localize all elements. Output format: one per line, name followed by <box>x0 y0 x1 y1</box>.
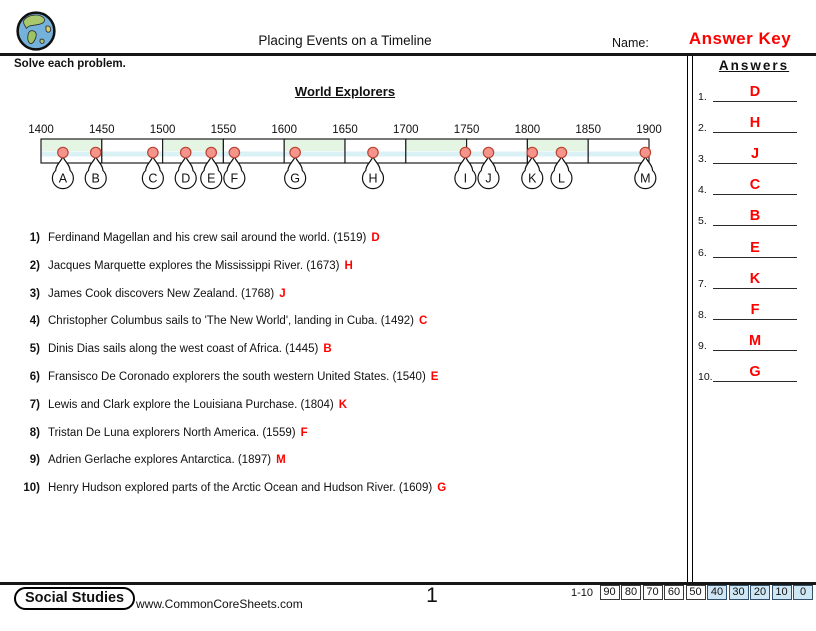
answers-title: Answers <box>718 58 790 73</box>
question-text: Adrien Gerlache explores Antarctica. (1897) <box>48 454 272 467</box>
score-cell: 90 <box>600 585 620 600</box>
question-answer: H <box>344 259 353 272</box>
marker-letter: C <box>148 171 158 186</box>
question-number: 1) <box>29 232 40 244</box>
question-number: 6) <box>29 370 40 383</box>
question-row <box>14 370 679 398</box>
question-row <box>14 481 679 509</box>
question-text: Lewis and Clark explore the Louisiana Purchase. (1804) <box>48 398 334 411</box>
question-text: Ferdinand Magellan and his crew sail around the world. (1519) <box>48 232 367 244</box>
score-cell: 60 <box>664 585 684 600</box>
header-rule <box>0 53 816 56</box>
timeline-year-label: 1750 <box>453 124 480 136</box>
question-text: Jacques Marquette explores the Mississippi River. (1673) <box>48 259 340 272</box>
marker-letter: M <box>640 171 651 186</box>
answer-number: 8. <box>698 308 707 321</box>
answer-blank-line <box>713 301 797 320</box>
marker-letter: L <box>557 171 565 186</box>
marker-letter: G <box>290 171 301 186</box>
question-number: 9) <box>29 454 40 467</box>
answer-row <box>696 265 812 296</box>
timeline-year-label: 1450 <box>89 124 115 136</box>
question-answer: E <box>430 370 439 383</box>
marker-dot-icon <box>148 147 158 157</box>
timeline-title: World Explorers <box>294 84 396 99</box>
marker-letter: A <box>58 171 68 186</box>
question-row <box>14 453 679 481</box>
marker-letter: E <box>207 171 216 186</box>
question-number: 5) <box>29 343 40 356</box>
answer-blank-line <box>713 114 797 133</box>
answer-number: 4. <box>698 184 707 197</box>
marker-letter: J <box>485 171 492 186</box>
score-label: 1-10 <box>570 586 593 599</box>
timeline-year-label: 1650 <box>332 124 358 136</box>
question-row <box>14 259 679 287</box>
subject-badge: Social Studies <box>14 587 135 610</box>
answer-letter: E <box>750 239 760 256</box>
answer-number: 10. <box>698 370 713 383</box>
timeline-year-label: 1600 <box>271 124 297 136</box>
marker-letter: K <box>528 171 537 186</box>
score-cell: 10 <box>772 585 792 600</box>
question-answer: G <box>437 482 447 495</box>
question-text: Henry Hudson explored parts of the Arctic Ocean and Hudson River. (1609) <box>48 482 433 495</box>
timeline-year-label: 1700 <box>393 124 419 136</box>
answer-blank-line <box>713 363 797 382</box>
answer-blank-line <box>713 176 797 195</box>
timeline-year-label: 1550 <box>210 124 237 136</box>
timeline-year-label: 1900 <box>636 124 662 136</box>
answer-number: 3. <box>698 153 707 166</box>
answers-list <box>696 78 812 389</box>
answer-blank-line <box>713 332 797 351</box>
answer-letter: D <box>749 84 761 101</box>
marker-dot-icon <box>290 147 300 157</box>
score-cell: 30 <box>729 585 749 600</box>
marker-dot-icon <box>556 147 566 157</box>
marker-dot-icon <box>206 147 216 157</box>
question-number: 2) <box>29 259 40 272</box>
marker-dot-icon <box>368 147 378 157</box>
answer-letter: F <box>750 301 760 318</box>
answer-letter: M <box>748 332 762 349</box>
timeline-figure <box>0 100 690 200</box>
answers-panel <box>696 56 812 396</box>
marker-dot-icon <box>91 147 101 157</box>
timeline-segment <box>467 139 528 163</box>
answer-letter: G <box>749 363 761 380</box>
marker-letter: H <box>368 171 378 186</box>
marker-letter: F <box>230 171 239 186</box>
timeline-segment-stripe <box>467 152 528 157</box>
answer-letter: J <box>750 146 760 163</box>
question-text: Dinis Dias sails along the west coast of Africa. (1445) <box>48 343 319 356</box>
website-text: www.CommonCoreSheets.com <box>136 597 303 611</box>
answer-letter: H <box>749 115 761 132</box>
question-row <box>14 342 679 370</box>
question-row <box>14 314 679 342</box>
question-number: 10) <box>23 482 40 495</box>
answer-row <box>696 109 812 140</box>
question-row <box>14 287 679 315</box>
question-answer: F <box>300 426 308 439</box>
questions-list <box>14 231 679 509</box>
answer-row <box>696 327 812 358</box>
score-strip <box>571 585 813 600</box>
question-row <box>14 231 679 259</box>
answer-letter: B <box>749 208 761 225</box>
answer-row <box>696 233 812 264</box>
question-text: Tristan De Luna explorers North America. (1559) <box>48 426 296 439</box>
question-text: Christopher Columbus sails to 'The New World', landing in Cuba. (1492) <box>48 315 414 328</box>
marker-letter: I <box>463 171 468 186</box>
marker-dot-icon <box>527 147 537 157</box>
answer-letter: C <box>749 177 761 194</box>
marker-dot-icon <box>229 147 239 157</box>
question-text: James Cook discovers New Zealand. (1768) <box>48 287 275 300</box>
answer-blank-line <box>713 239 797 258</box>
score-cell: 0 <box>793 585 813 600</box>
name-label: Name: <box>612 36 649 50</box>
timeline-year-label: 1400 <box>28 124 54 136</box>
answer-number: 1. <box>698 91 707 104</box>
score-cells <box>598 585 813 600</box>
answer-row <box>696 202 812 233</box>
answer-row <box>696 296 812 327</box>
answer-blank-line <box>713 83 797 102</box>
question-text: Fransisco De Coronado explorers the south western United States. (1540) <box>48 370 426 383</box>
marker-dot-icon <box>460 147 470 157</box>
score-cell: 50 <box>686 585 706 600</box>
instruction-text: Solve each problem. <box>14 58 126 70</box>
score-cell: 20 <box>750 585 770 600</box>
timeline-year-label: 1500 <box>149 124 176 136</box>
answer-number: 9. <box>698 339 707 352</box>
answer-row <box>696 140 812 171</box>
question-answer: M <box>276 454 286 467</box>
answer-number: 5. <box>698 215 707 228</box>
page-number: 1 <box>426 584 438 607</box>
question-number: 7) <box>29 398 40 411</box>
score-cell: 70 <box>643 585 663 600</box>
answer-row <box>696 358 812 389</box>
question-number: 8) <box>29 426 40 439</box>
answer-row <box>696 78 812 109</box>
question-number: 3) <box>29 287 40 300</box>
timeline-year-label: 1850 <box>575 124 601 136</box>
answer-number: 6. <box>698 246 707 259</box>
timeline-segment-stripe <box>406 152 467 157</box>
page-title: Placing Events on a Timeline <box>258 33 432 48</box>
question-answer: C <box>418 315 428 328</box>
answer-row <box>696 171 812 202</box>
score-cell: 80 <box>621 585 641 600</box>
timeline-year-label: 1800 <box>514 124 541 136</box>
answer-blank-line <box>713 207 797 226</box>
marker-letter: B <box>91 171 100 186</box>
marker-dot-icon <box>58 147 68 157</box>
name-value: Answer Key <box>688 29 792 48</box>
answer-letter: K <box>749 270 761 287</box>
marker-dot-icon <box>640 147 650 157</box>
question-answer: D <box>371 232 380 244</box>
answer-number: 7. <box>698 277 707 290</box>
question-answer: K <box>338 398 348 411</box>
answer-number: 2. <box>698 122 707 135</box>
answer-blank-line <box>713 270 797 289</box>
question-answer: J <box>279 287 286 300</box>
timeline-segment-shading <box>406 139 467 151</box>
marker-letter: D <box>181 171 191 186</box>
question-row <box>14 426 679 454</box>
marker-dot-icon <box>483 147 493 157</box>
question-row <box>14 398 679 426</box>
score-cell: 40 <box>707 585 727 600</box>
question-number: 4) <box>29 315 40 328</box>
question-answer: B <box>323 343 332 356</box>
marker-dot-icon <box>181 147 191 157</box>
answer-blank-line <box>713 145 797 164</box>
